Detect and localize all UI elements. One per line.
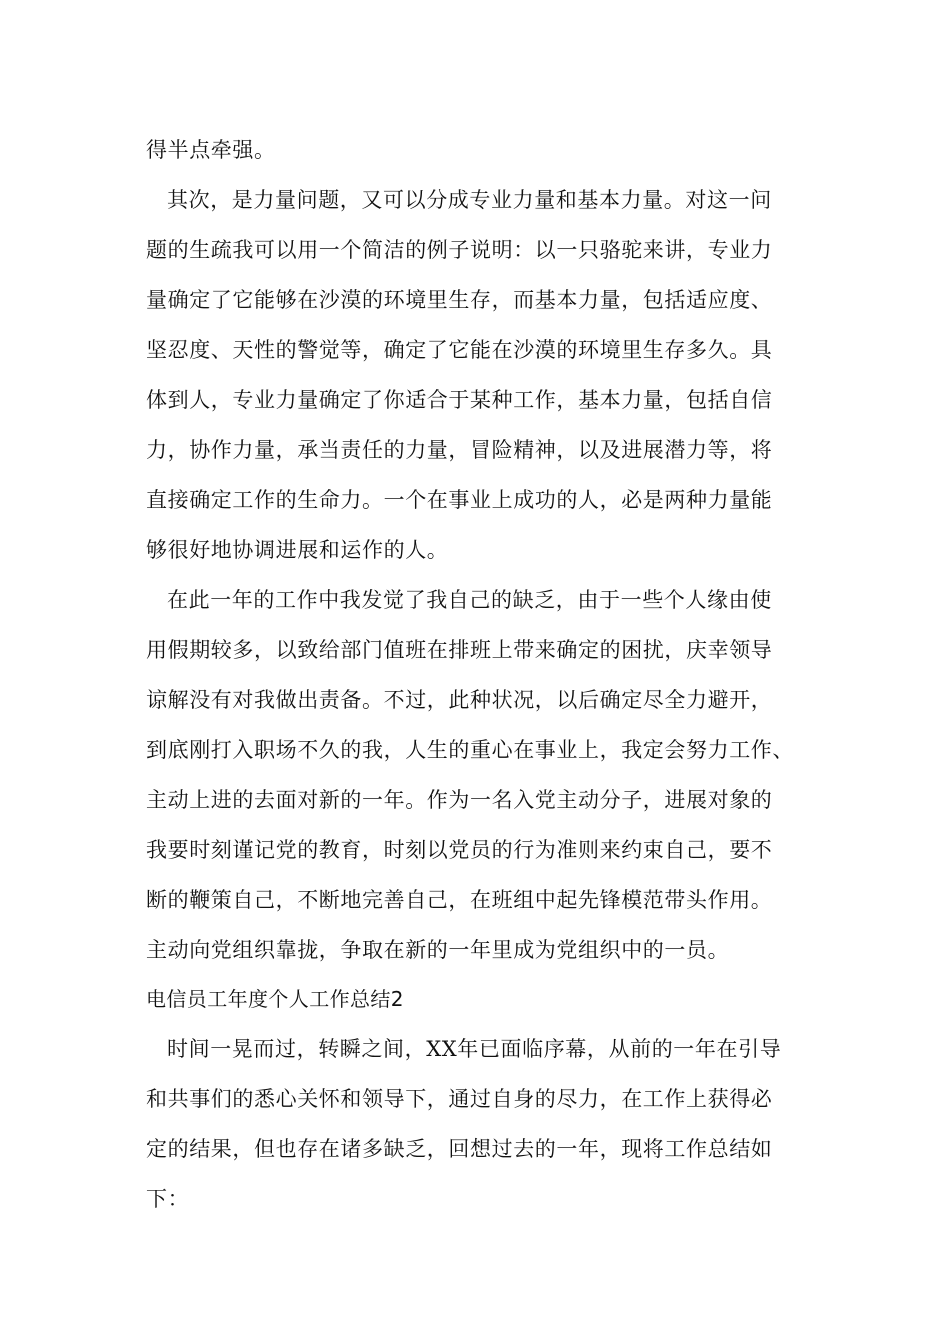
paragraph-first-line: 在此一年的工作中我发觉了我自己的缺乏，由于一些个人缘由使 xyxy=(167,588,772,612)
text-line: 体到人，专业力量确定了你适合于某种工作，基本力量，包括自信 xyxy=(146,388,773,412)
text-line: 谅解没有对我做出责备。不过，此种状况，以后确定尽全力避开， xyxy=(146,688,773,712)
section-heading: 电信员工年度个人工作总结2 xyxy=(146,987,404,1011)
text-line: 得半点牵强。 xyxy=(146,138,276,162)
text-line: 直接确定工作的生命力。一个在事业上成功的人，必是两种力量能 xyxy=(146,488,773,512)
text-line: 断的鞭策自己，不断地完善自己，在班组中起先锋模范带头作用。 xyxy=(146,888,773,912)
text-line: 量确定了它能够在沙漠的环境里生存，而基本力量，包括适应度、 xyxy=(146,288,773,312)
text-line: 下： xyxy=(146,1187,190,1211)
text-line: 主动向党组织靠拢，争取在新的一年里成为党组织中的一员。 xyxy=(146,938,730,962)
text-line: 力，协作力量，承当责任的力量，冒险精神，以及进展潜力等，将 xyxy=(146,438,773,462)
text-line: 用假期较多，以致给部门值班在排班上带来确定的困扰，庆幸领导 xyxy=(146,638,773,662)
paragraph-first-line: 时间一晃而过，转瞬之间，XX年已面临序幕，从前的一年在引导 xyxy=(167,1037,782,1061)
text-line: 我要时刻谨记党的教育，时刻以党员的行为准则来约束自己，要不 xyxy=(146,838,773,862)
text-line: 和共事们的悉心关怀和领导下，通过自身的尽力，在工作上获得必 xyxy=(146,1087,773,1111)
text-line: 坚忍度、天性的警觉等，确定了它能在沙漠的环境里生存多久。具 xyxy=(146,338,773,362)
text-line: 到底刚打入职场不久的我，人生的重心在事业上，我定会努力工作、 xyxy=(146,738,794,762)
paragraph-first-line: 其次，是力量问题，又可以分成专业力量和基本力量。对这一问 xyxy=(167,188,772,212)
text-line: 主动上进的去面对新的一年。作为一名入党主动分子，进展对象的 xyxy=(146,788,773,812)
text-line: 够很好地协调进展和运作的人。 xyxy=(146,538,449,562)
text-line: 题的生疏我可以用一个简洁的例子说明：以一只骆驼来讲，专业力 xyxy=(146,238,773,262)
text-line: 定的结果，但也存在诸多缺乏，回想过去的一年，现将工作总结如 xyxy=(146,1137,773,1161)
